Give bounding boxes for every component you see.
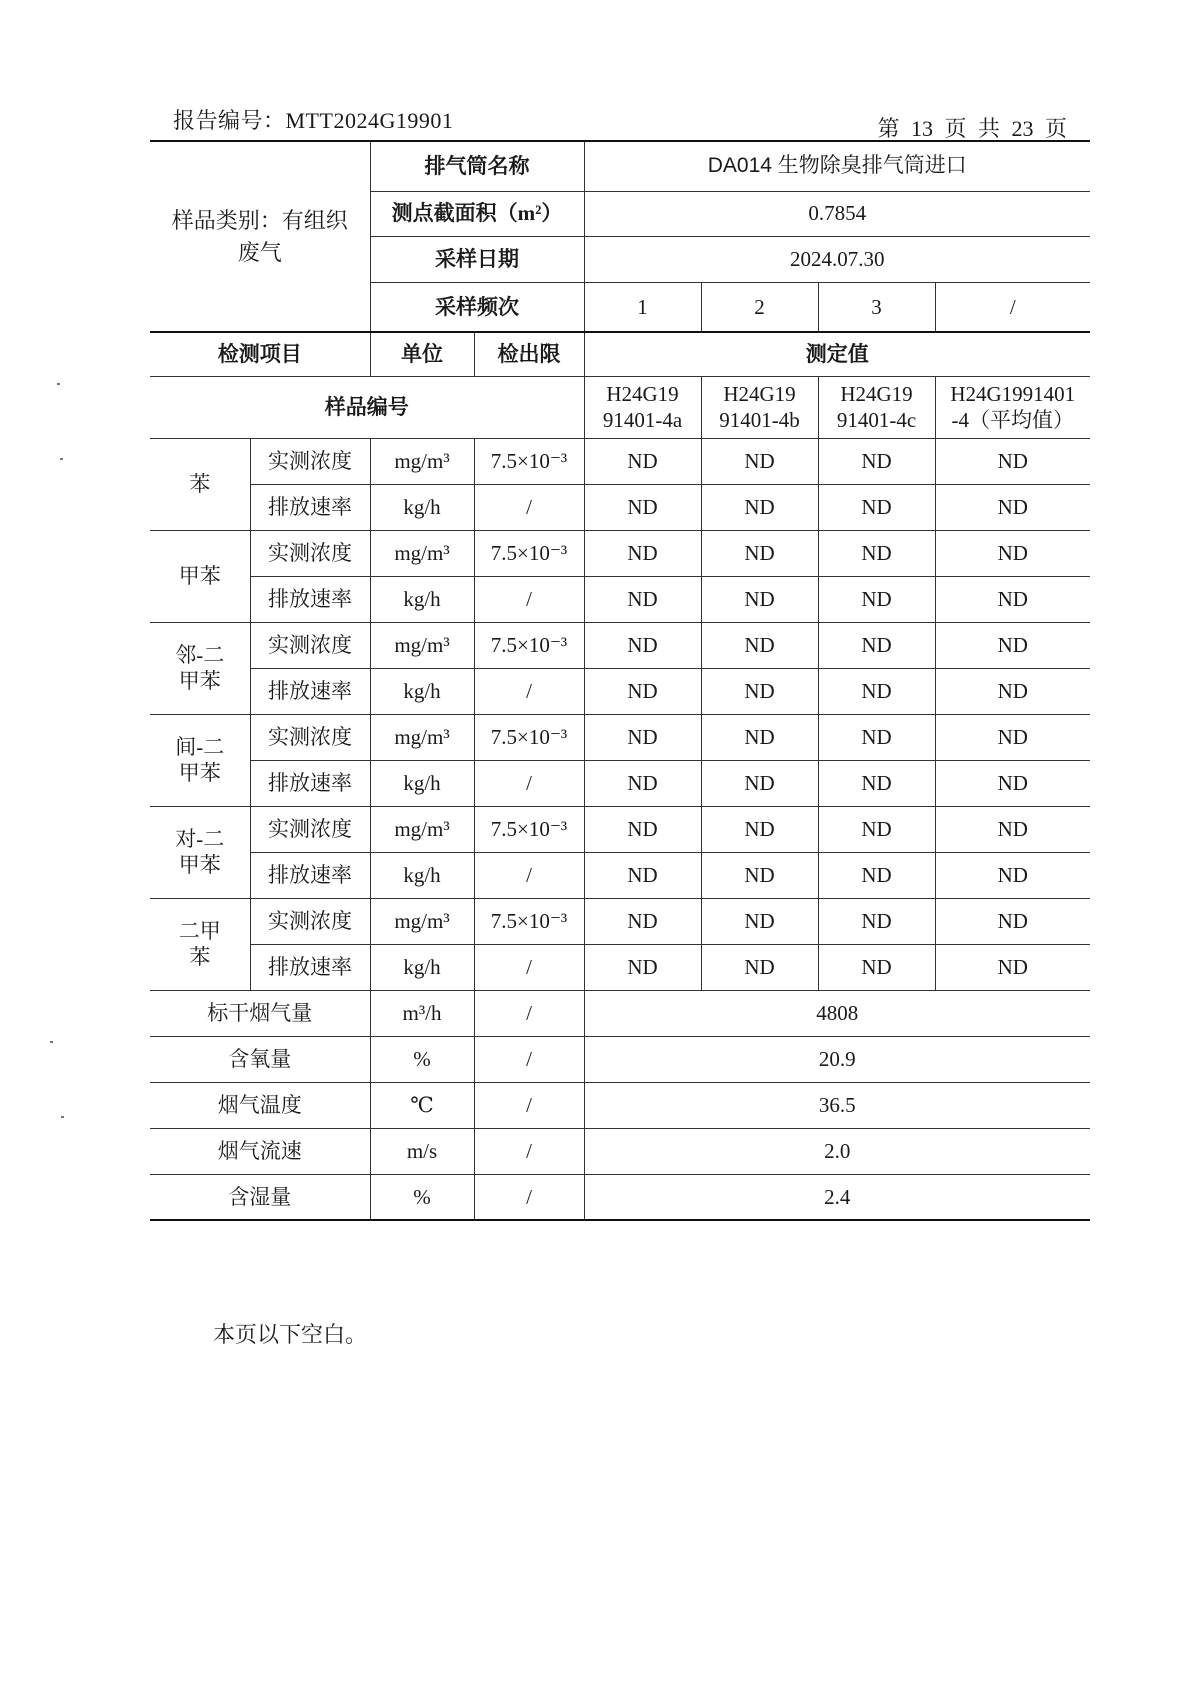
param-name: 实测浓度 <box>250 438 370 484</box>
measured-value: ND <box>701 576 818 622</box>
scan-speck <box>50 1041 53 1043</box>
measured-value: ND <box>584 530 701 576</box>
unit: kg/h <box>370 484 474 530</box>
pollutant-name: 苯 <box>150 438 250 530</box>
unit: mg/m³ <box>370 898 474 944</box>
param-name: 烟气流速 <box>150 1128 370 1174</box>
pollutant-row <box>150 668 1090 714</box>
param-name: 实测浓度 <box>250 898 370 944</box>
unit: kg/h <box>370 668 474 714</box>
measured-value: ND <box>935 484 1090 530</box>
detection-limit: / <box>474 668 584 714</box>
measured-value: ND <box>818 668 935 714</box>
measured-value: ND <box>935 852 1090 898</box>
measured-value: ND <box>584 898 701 944</box>
measured-value: ND <box>701 806 818 852</box>
measured-value: ND <box>584 668 701 714</box>
measured-value: ND <box>584 438 701 484</box>
measured-value: ND <box>701 852 818 898</box>
detection-limit: / <box>474 1174 584 1220</box>
measured-value: ND <box>818 484 935 530</box>
page-info: 第 13 页 共 23 页 <box>877 116 1067 141</box>
unit: mg/m³ <box>370 714 474 760</box>
param-name: 含湿量 <box>150 1174 370 1220</box>
measured-value: ND <box>935 438 1090 484</box>
blank-page-note: 本页以下空白。 <box>213 1322 368 1347</box>
param-row <box>150 990 1090 1036</box>
pollutant-row <box>150 714 1090 760</box>
detection-limit: / <box>474 990 584 1036</box>
pollutant-name: 间-二甲苯 <box>150 714 250 806</box>
measured-value: ND <box>818 576 935 622</box>
unit: mg/m³ <box>370 806 474 852</box>
param-name: 烟气温度 <box>150 1082 370 1128</box>
col-sample-no: 样品编号 <box>150 376 584 438</box>
detection-limit: / <box>474 1036 584 1082</box>
unit: mg/m³ <box>370 622 474 668</box>
pollutant-row <box>150 530 1090 576</box>
measured-value: ND <box>701 622 818 668</box>
stack-name: DA014 生物除臭排气筒进口 <box>584 141 1090 191</box>
freq-label: 采样频次 <box>370 282 584 332</box>
pollutant-row <box>150 438 1090 484</box>
measured-value: ND <box>584 852 701 898</box>
measured-value: ND <box>584 944 701 990</box>
measured-value: ND <box>818 898 935 944</box>
sampling-date: 2024.07.30 <box>584 236 1090 282</box>
measured-value: ND <box>935 760 1090 806</box>
measured-value: ND <box>701 714 818 760</box>
measured-value: ND <box>701 944 818 990</box>
measured-value: ND <box>935 530 1090 576</box>
freq-3: 3 <box>818 282 935 332</box>
param-name: 排放速率 <box>250 760 370 806</box>
freq-2: 2 <box>701 282 818 332</box>
scan-speck <box>60 458 63 460</box>
report-number: 报告编号：MTT2024G19901 <box>173 108 454 133</box>
detection-limit: 7.5×10⁻³ <box>474 898 584 944</box>
param-name: 排放速率 <box>250 484 370 530</box>
measured-value: ND <box>818 530 935 576</box>
param-name: 排放速率 <box>250 944 370 990</box>
measured-value: ND <box>818 438 935 484</box>
sample-id-avg: H24G1991401 -4（平均值） <box>935 376 1090 438</box>
pollutant-name: 二甲苯 <box>150 898 250 990</box>
measured-value: ND <box>584 714 701 760</box>
measured-value: ND <box>584 484 701 530</box>
measured-value: ND <box>584 760 701 806</box>
param-name: 排放速率 <box>250 852 370 898</box>
col-limit: 检出限 <box>474 332 584 376</box>
measured-value: ND <box>818 944 935 990</box>
measured-value: ND <box>701 530 818 576</box>
detection-limit: 7.5×10⁻³ <box>474 806 584 852</box>
freq-1: 1 <box>584 282 701 332</box>
param-value: 20.9 <box>584 1036 1090 1082</box>
param-name: 实测浓度 <box>250 806 370 852</box>
unit: mg/m³ <box>370 530 474 576</box>
measured-value: ND <box>818 806 935 852</box>
measured-value: ND <box>935 576 1090 622</box>
unit: kg/h <box>370 760 474 806</box>
measured-value: ND <box>584 806 701 852</box>
detection-limit: / <box>474 1128 584 1174</box>
detection-limit: / <box>474 852 584 898</box>
param-row <box>150 1174 1090 1220</box>
param-name: 排放速率 <box>250 668 370 714</box>
pollutant-name: 对-二甲苯 <box>150 806 250 898</box>
param-name: 标干烟气量 <box>150 990 370 1036</box>
pollutant-row <box>150 806 1090 852</box>
col-measured: 测定值 <box>584 332 1090 376</box>
param-name: 实测浓度 <box>250 714 370 760</box>
measured-value: ND <box>701 898 818 944</box>
pollutant-name: 邻-二甲苯 <box>150 622 250 714</box>
unit: % <box>370 1036 474 1082</box>
param-value: 36.5 <box>584 1082 1090 1128</box>
area-value: 0.7854 <box>584 191 1090 236</box>
unit: m³/h <box>370 990 474 1036</box>
param-row <box>150 1036 1090 1082</box>
detection-limit: / <box>474 760 584 806</box>
param-value: 2.4 <box>584 1174 1090 1220</box>
param-row <box>150 1128 1090 1174</box>
param-name: 排放速率 <box>250 576 370 622</box>
measured-value: ND <box>584 622 701 668</box>
pollutant-row <box>150 760 1090 806</box>
area-label: 测点截面积（m²） <box>370 191 584 236</box>
measured-value: ND <box>701 668 818 714</box>
param-name: 实测浓度 <box>250 622 370 668</box>
param-name: 含氧量 <box>150 1036 370 1082</box>
pollutant-row <box>150 898 1090 944</box>
measured-value: ND <box>818 714 935 760</box>
report-table <box>150 140 1090 1221</box>
detection-limit: / <box>474 576 584 622</box>
sample-category: 样品类别：有组织废气 <box>150 141 370 332</box>
unit: kg/h <box>370 852 474 898</box>
param-row <box>150 1082 1090 1128</box>
param-value: 4808 <box>584 990 1090 1036</box>
unit: mg/m³ <box>370 438 474 484</box>
pollutant-row <box>150 622 1090 668</box>
measured-value: ND <box>935 714 1090 760</box>
param-name: 实测浓度 <box>250 530 370 576</box>
pollutant-row <box>150 484 1090 530</box>
unit: kg/h <box>370 944 474 990</box>
pollutant-row <box>150 852 1090 898</box>
param-value: 2.0 <box>584 1128 1090 1174</box>
measured-value: ND <box>818 760 935 806</box>
detection-limit: / <box>474 484 584 530</box>
pollutant-row <box>150 944 1090 990</box>
detection-limit: 7.5×10⁻³ <box>474 438 584 484</box>
detection-limit: / <box>474 1082 584 1128</box>
measured-value: ND <box>701 484 818 530</box>
sample-id: H24G19 91401-4c <box>818 376 935 438</box>
scan-speck <box>61 1116 64 1118</box>
stack-name-label: 排气筒名称 <box>370 141 584 191</box>
measured-value: ND <box>701 438 818 484</box>
measured-value: ND <box>935 898 1090 944</box>
detection-limit: / <box>474 944 584 990</box>
unit: % <box>370 1174 474 1220</box>
measured-value: ND <box>935 806 1090 852</box>
measured-value: ND <box>701 760 818 806</box>
unit: ℃ <box>370 1082 474 1128</box>
measured-value: ND <box>935 622 1090 668</box>
scan-speck <box>57 383 60 385</box>
measured-value: ND <box>935 944 1090 990</box>
sample-id: H24G19 91401-4a <box>584 376 701 438</box>
measured-value: ND <box>818 852 935 898</box>
sample-id: H24G19 91401-4b <box>701 376 818 438</box>
pollutant-name: 甲苯 <box>150 530 250 622</box>
col-unit: 单位 <box>370 332 474 376</box>
detection-limit: 7.5×10⁻³ <box>474 622 584 668</box>
date-label: 采样日期 <box>370 236 584 282</box>
detection-limit: 7.5×10⁻³ <box>474 530 584 576</box>
measured-value: ND <box>818 622 935 668</box>
unit: m/s <box>370 1128 474 1174</box>
pollutant-row <box>150 576 1090 622</box>
col-item: 检测项目 <box>150 332 370 376</box>
detection-limit: 7.5×10⁻³ <box>474 714 584 760</box>
freq-4: / <box>935 282 1090 332</box>
unit: kg/h <box>370 576 474 622</box>
measured-value: ND <box>584 576 701 622</box>
measured-value: ND <box>935 668 1090 714</box>
